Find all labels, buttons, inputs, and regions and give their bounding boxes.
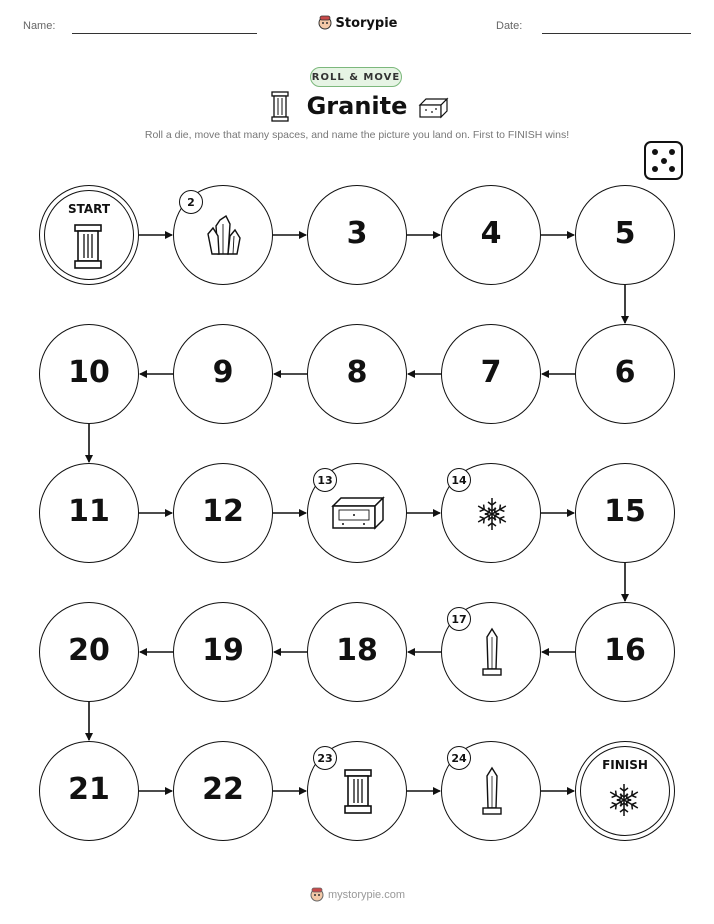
space-number-tag: 24 <box>447 746 471 770</box>
board-space-3 <box>307 185 407 285</box>
space-number: 7 <box>480 355 502 390</box>
footer-url: mystorypie.com <box>327 889 406 901</box>
board-space-11 <box>39 463 139 563</box>
space-number-tag: 13 <box>313 468 337 492</box>
space-number: 4 <box>480 216 502 251</box>
board-space-16 <box>575 602 675 702</box>
space-number: 5 <box>614 216 636 251</box>
board-space-6 <box>575 324 675 424</box>
space-number: 11 <box>68 494 110 529</box>
board-space-2 <box>173 185 273 285</box>
space-number: 18 <box>336 633 378 668</box>
space-number: 20 <box>68 633 110 668</box>
space-number: 22 <box>202 772 244 807</box>
brand-name: Storypie <box>335 16 398 31</box>
board-space-12 <box>173 463 273 563</box>
board-space-19 <box>173 602 273 702</box>
snowflake-icon <box>606 782 642 822</box>
snowflake-icon <box>474 496 510 536</box>
start-label: START <box>67 202 111 216</box>
space-number-tag: 14 <box>447 468 471 492</box>
name-label: Name: <box>23 20 56 32</box>
pillar-icon <box>343 769 373 819</box>
storypie-logo-icon <box>309 886 325 905</box>
space-number: 9 <box>212 355 234 390</box>
space-number: 8 <box>346 355 368 390</box>
granite-slab-icon <box>329 494 387 538</box>
crystal-icon <box>204 214 244 262</box>
board-space-8 <box>307 324 407 424</box>
board-space-14 <box>441 463 541 563</box>
space-number: 21 <box>68 772 110 807</box>
board-space-21 <box>39 741 139 841</box>
board-space-13 <box>307 463 407 563</box>
space-number: 15 <box>604 494 646 529</box>
date-label: Date: <box>496 20 523 32</box>
footer <box>0 886 714 905</box>
board-space-9 <box>173 324 273 424</box>
space-number: 12 <box>202 494 244 529</box>
page-title: Granite <box>306 92 408 120</box>
board-space-4 <box>441 185 541 285</box>
board-space-10 <box>39 324 139 424</box>
board-space-15 <box>575 463 675 563</box>
board-space-24 <box>441 741 541 841</box>
board-space-17 <box>441 602 541 702</box>
instructions: Roll a die, move that many spaces, and name the picture you land on. First to FINISH wins! <box>144 129 570 141</box>
finish-space <box>575 741 675 841</box>
space-number-tag: 2 <box>179 190 203 214</box>
board-space-23 <box>307 741 407 841</box>
start-space <box>39 185 139 285</box>
obelisk-icon <box>478 627 506 683</box>
activity-badge: ROLL & MOVE <box>310 67 402 87</box>
space-number: 3 <box>346 216 368 251</box>
space-number: 16 <box>604 633 646 668</box>
board-space-20 <box>39 602 139 702</box>
board-space-7 <box>441 324 541 424</box>
finish-label: FINISH <box>602 758 648 772</box>
space-number: 19 <box>202 633 244 668</box>
space-number: 6 <box>614 355 636 390</box>
board-space-18 <box>307 602 407 702</box>
space-number: 10 <box>68 355 110 390</box>
space-number-tag: 17 <box>447 607 471 631</box>
board-space-5 <box>575 185 675 285</box>
space-number-tag: 23 <box>313 746 337 770</box>
board-space-22 <box>173 741 273 841</box>
pillar-icon <box>73 224 103 274</box>
obelisk-icon <box>478 766 506 822</box>
